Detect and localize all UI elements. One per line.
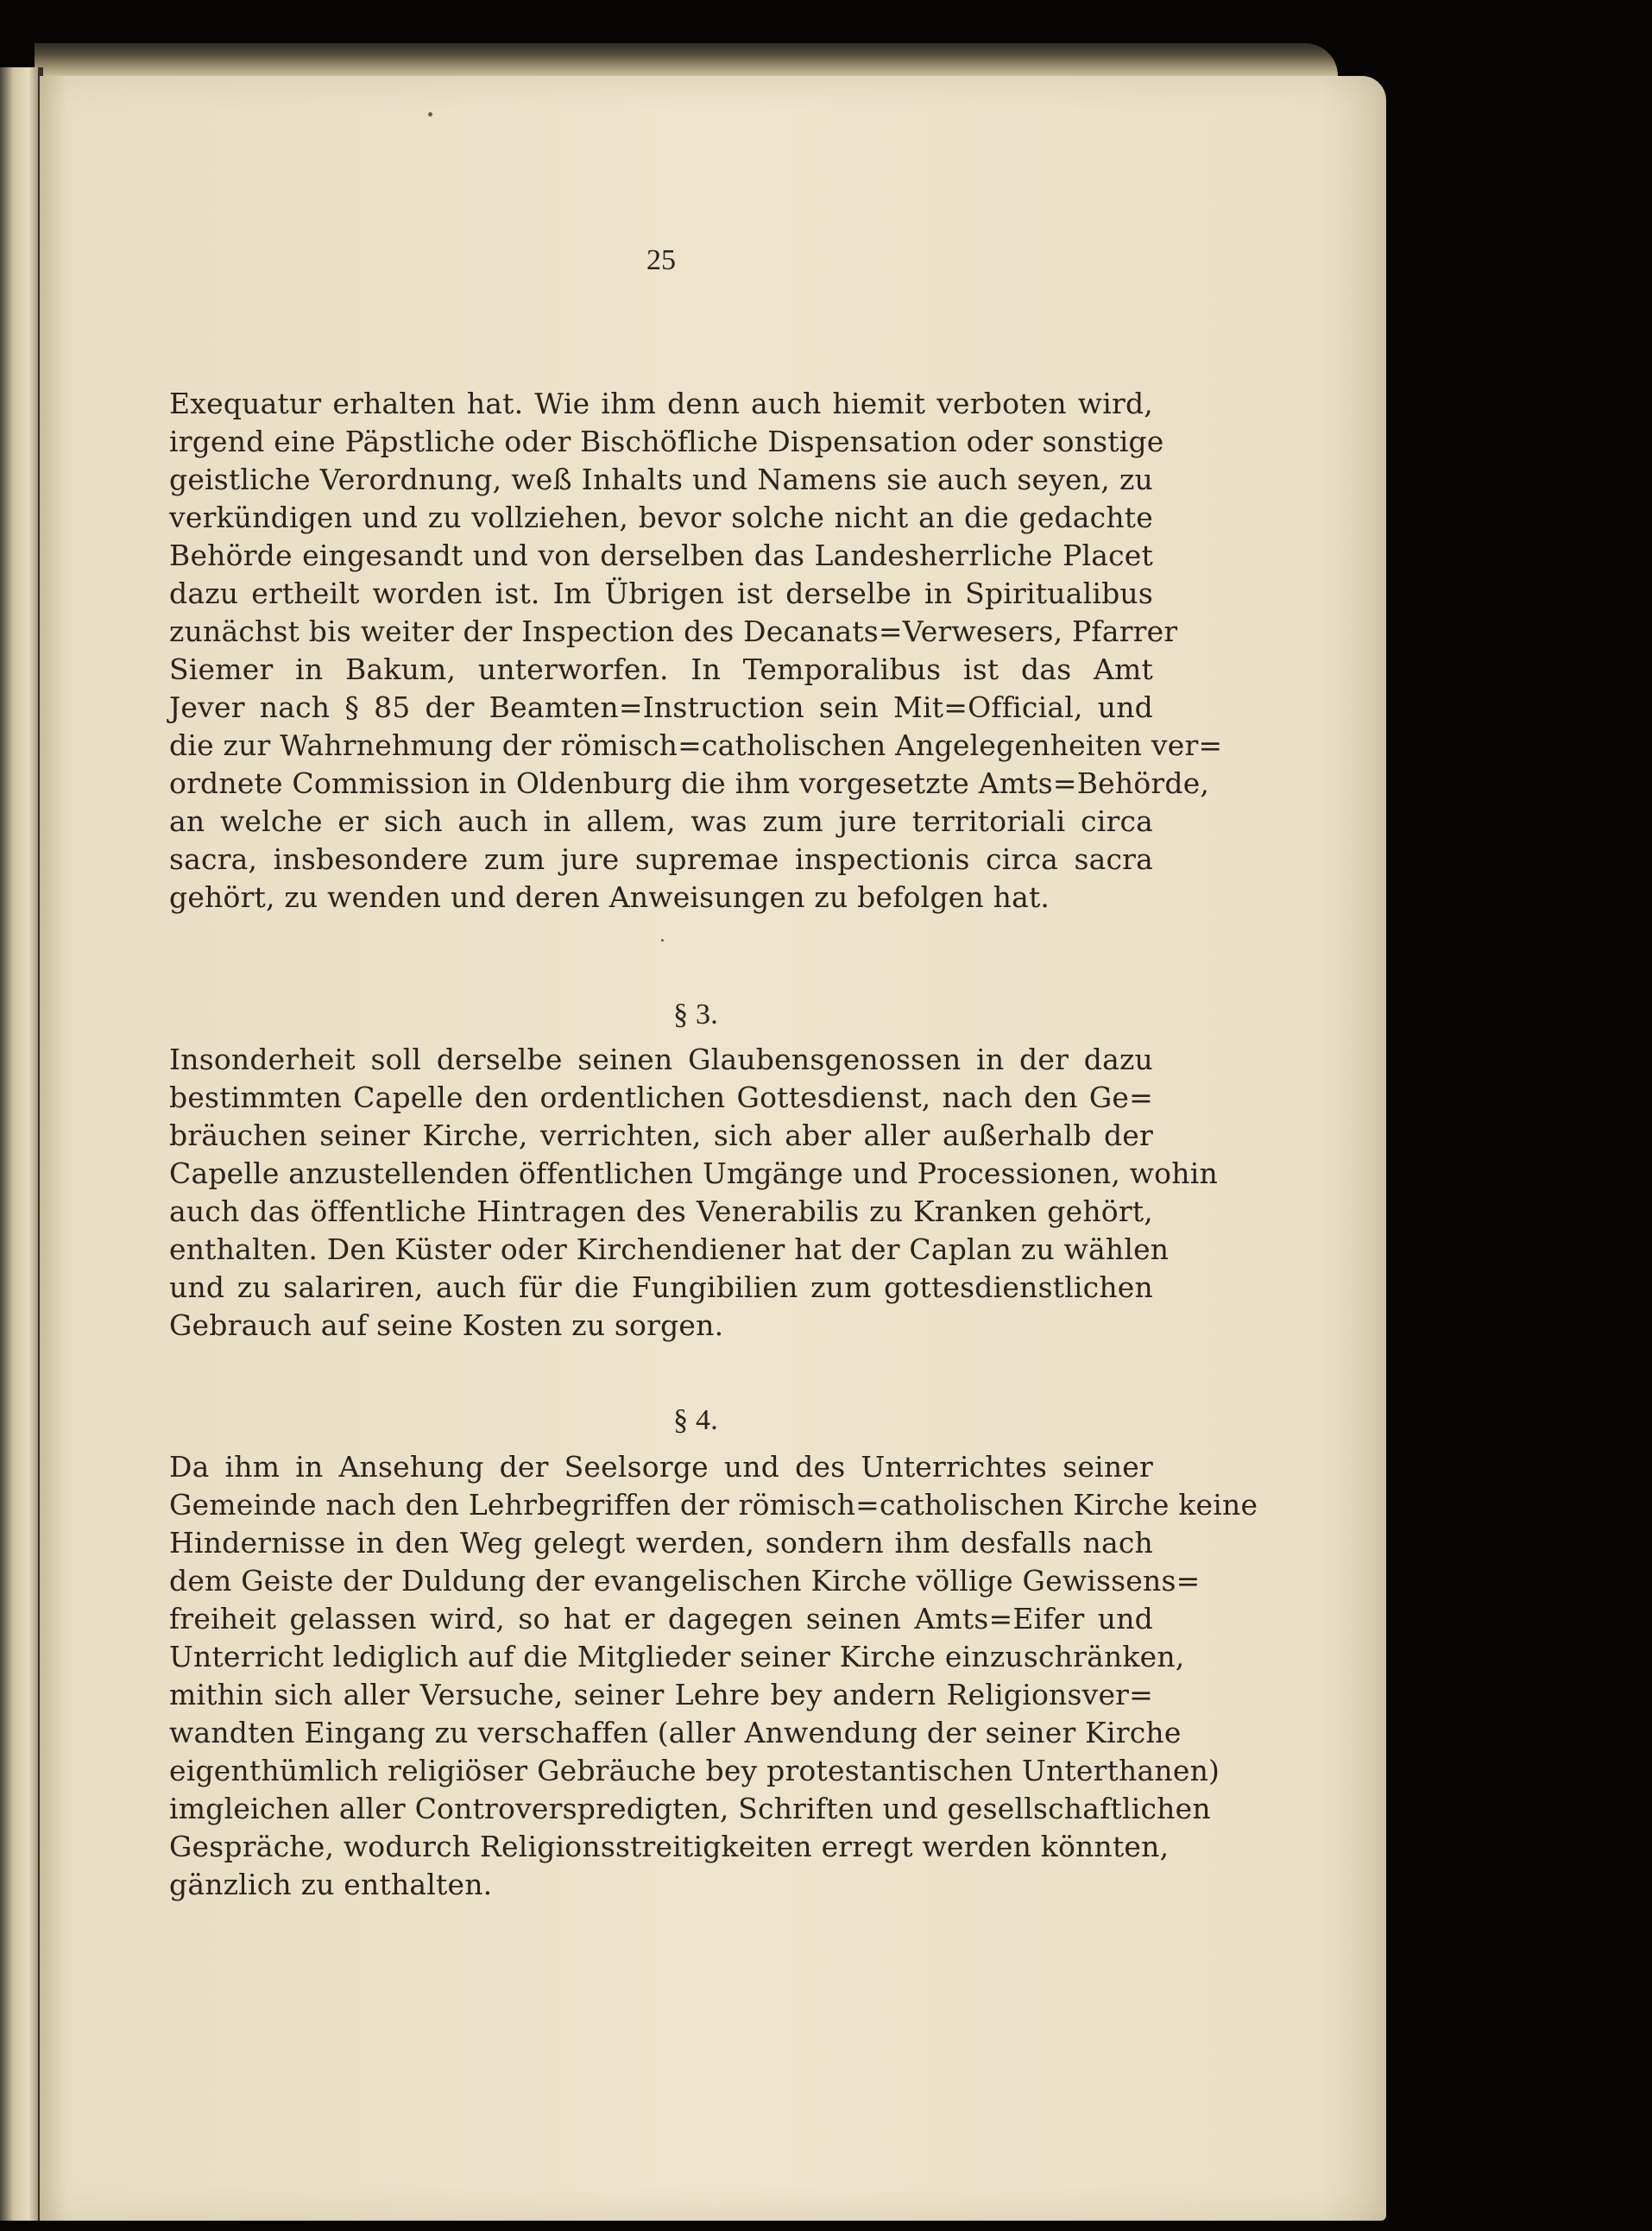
text-line: Exequatur erhalten hat. Wie ihm denn auch hiemit verboten wird,	[169, 387, 1153, 420]
text-line: die zur Wahrnehmung der römisch=catholischen Angelegenheiten ver=	[169, 728, 1223, 762]
section-heading-3: § 3.	[673, 999, 718, 1030]
text-line: Unterricht lediglich auf die Mitglieder seiner Kirche einzuschränken,	[169, 1640, 1185, 1673]
text-line: wandten Eingang zu verschaffen (aller Anwendung der seiner Kirche	[169, 1716, 1182, 1749]
page-number: 25	[646, 244, 676, 276]
paper-speck	[428, 112, 432, 117]
text-line: und zu salariren, auch für die Fungibilien zum gottesdienstlichen	[169, 1270, 1153, 1304]
text-line: dem Geiste der Duldung der evangelischen Kirche völlige Gewissens=	[169, 1564, 1201, 1598]
text-line: eigenthümlich religiöser Gebräuche bey protestantischen Unterthanen)	[169, 1754, 1220, 1787]
paragraph-3	[169, 1448, 1258, 1904]
text-line: an welche er sich auch in allem, was zum jure territoriali circa	[169, 804, 1153, 838]
left-page-edge	[0, 67, 38, 2221]
text-line: mithin sich aller Versuche, seiner Lehre bey andern Religionsver=	[169, 1678, 1153, 1711]
text-line: Da ihm in Ansehung der Seelsorge und des Unterrichtes seiner	[169, 1450, 1153, 1484]
text-line: imgleichen aller Controverspredigten, Schriften und gesellschaftlichen	[169, 1792, 1211, 1825]
text-line: Jever nach § 85 der Beamten=Instruction sein Mit=Official, und	[169, 690, 1153, 724]
text-line: gänzlich zu enthalten.	[169, 1868, 493, 1901]
text-line: sacra, insbesondere zum jure supremae inspectionis circa sacra	[169, 842, 1153, 876]
text-line: geistliche Verordnung, weß Inhalts und Namens sie auch seyen, zu	[169, 463, 1153, 496]
text-line: Hindernisse in den Weg gelegt werden, sondern ihm desfalls nach	[169, 1526, 1153, 1560]
text-line: bräuchen seiner Kirche, verrichten, sich aber aller außerhalb der	[169, 1119, 1153, 1152]
text-line: zunächst bis weiter der Inspection des Decanats=Verwesers, Pfarrer	[169, 614, 1178, 648]
text-line: Siemer in Bakum, unterworfen. In Temporalibus ist das Amt	[169, 652, 1153, 686]
text-line: dazu ertheilt worden ist. Im Übrigen ist derselbe in Spiritualibus	[169, 577, 1153, 610]
text-line: Capelle anzustellenden öffentlichen Umgänge und Processionen, wohin	[169, 1156, 1218, 1190]
text-line: bestimmten Capelle den ordentlichen Gottesdienst, nach den Ge=	[169, 1081, 1153, 1114]
section-heading-4: § 4.	[673, 1404, 718, 1436]
text-line: Gebrauch auf seine Kosten zu sorgen.	[169, 1308, 724, 1342]
text-line: Gespräche, wodurch Religionsstreitigkeiten erregt werden könnten,	[169, 1830, 1170, 1863]
text-line: enthalten. Den Küster oder Kirchendiener hat der Caplan zu wählen	[169, 1232, 1170, 1266]
paragraph-2	[169, 1041, 1218, 1345]
text-line: gehört, zu wenden und deren Anweisungen zu befolgen hat.	[169, 880, 1050, 914]
text-line: Insonderheit soll derselbe seinen Glaubensgenossen in der dazu	[169, 1043, 1153, 1076]
paragraph-1	[169, 385, 1223, 917]
text-line: Behörde eingesandt und von derselben das Landesherrliche Placet	[169, 539, 1153, 572]
book-page	[40, 76, 1386, 2221]
text-line: verkündigen und zu vollziehen, bevor solche nicht an die gedachte	[169, 501, 1153, 534]
book-top-edge	[35, 43, 1338, 76]
text-line: freiheit gelassen wird, so hat er dagegen seinen Amts=Eifer und	[169, 1602, 1153, 1635]
paper-speck	[661, 939, 664, 942]
text-line: Gemeinde nach den Lehrbegriffen der römisch=catholischen Kirche keine	[169, 1488, 1258, 1522]
text-line: auch das öffentliche Hintragen des Venerabilis zu Kranken gehört,	[169, 1194, 1153, 1228]
text-line: ordnete Commission in Oldenburg die ihm vorgesetzte Amts=Behörde,	[169, 766, 1210, 800]
text-line: irgend eine Päpstliche oder Bischöfliche Dispensation oder sonstige	[169, 425, 1164, 458]
